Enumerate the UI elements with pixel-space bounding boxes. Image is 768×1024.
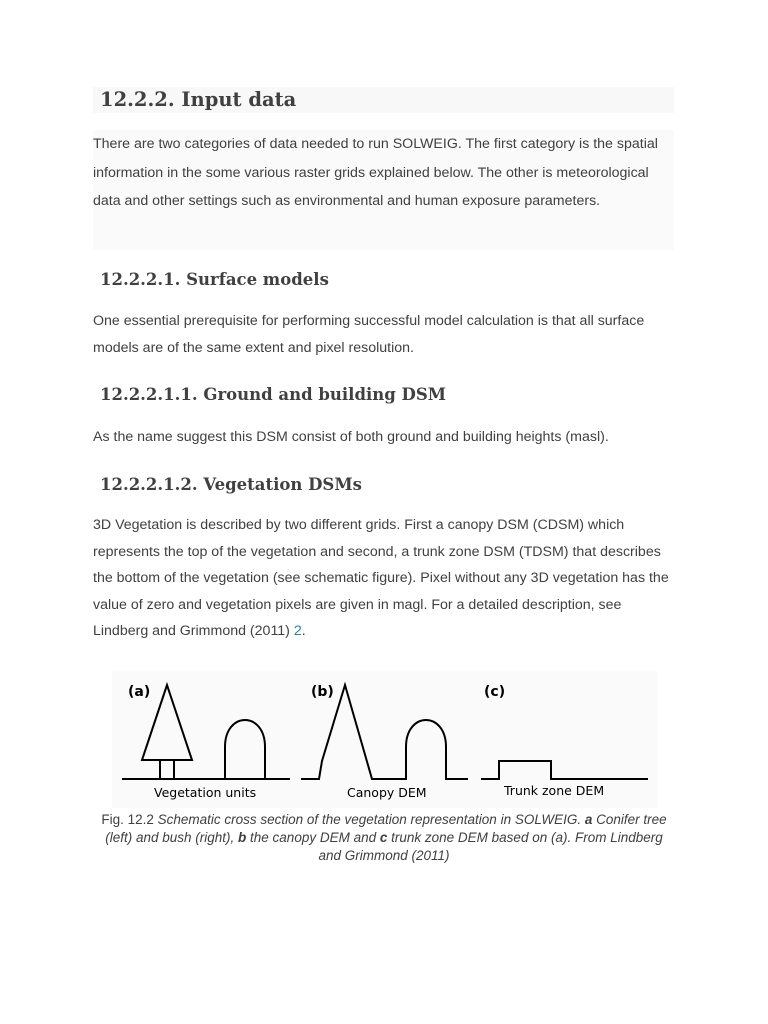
trunk-zone-dem-label: Trunk zone DEM <box>504 783 605 798</box>
caption-bold-c: c <box>379 830 388 845</box>
section-heading <box>93 87 674 113</box>
vegetation-dsm-paragraph <box>93 512 678 645</box>
caption-bold-a: a <box>584 812 593 827</box>
caption-number: Fig. 12.2 <box>101 812 158 827</box>
intro-paragraph: There are two categories of data needed to run SOLWEIG. The first category is the spatial information in the some various raster grids explained below. The other is meteorological data and other settings such as environmental and human exposure parameters. <box>93 136 658 209</box>
intro-block <box>93 130 674 250</box>
bush-outline <box>225 720 265 779</box>
canopy-dem-label: Canopy DEM <box>347 785 427 800</box>
vegetation-dsm-text-end: . <box>301 623 306 639</box>
figure-caption <box>100 811 668 865</box>
reference-link[interactable]: 2 <box>293 623 302 639</box>
caption-text-1: Schematic cross section of the vegetation representation in SOLWEIG. <box>157 812 585 827</box>
panel-c-label: (c) <box>484 684 506 700</box>
ground-dsm-heading: 12.2.2.1.1. Ground and building DSM <box>100 385 447 404</box>
trunk-zone-dem-profile <box>481 761 648 779</box>
ground-dsm-paragraph: As the name suggest this DSM consist of both ground and building heights (masl). <box>93 429 609 445</box>
panel-a-label: (a) <box>128 684 151 700</box>
vegetation-dsm-text: 3D Vegetation is described by two different grids. First a canopy DSM (CDSM) which represents the top of the vegetation and second, a trunk zone DSM (TDSM) that describes the bottom of the vegetation (see schematic figure). Pixel without any 3D vegetation has the value of zero and vegetation pixels are given in magl. For a detailed description, see Lindberg and Grimmond (2011) <box>93 517 669 639</box>
caption-text-4: trunk zone DEM based on (a). From Lindberg and Grimmond (2011) <box>318 830 663 863</box>
surface-models-paragraph: One essential prerequisite for performing successful model calculation is that all surface models are of the same extent and pixel resolution. <box>93 313 645 356</box>
panel-b-label: (b) <box>311 684 334 700</box>
vegetation-schematic-diagram <box>112 671 658 808</box>
caption-text-2: Conifer tree (left) and bush (right), <box>105 812 667 845</box>
section-title: 12.2.2. Input data <box>100 88 297 111</box>
vegetation-dsm-heading: 12.2.2.1.2. Vegetation DSMs <box>100 475 362 494</box>
surface-models-heading: 12.2.2.1. Surface models <box>100 270 329 289</box>
caption-bold-b: b <box>238 830 247 845</box>
caption-text-3: the canopy DEM and <box>246 830 380 845</box>
vegetation-schematic-figure <box>112 671 658 808</box>
vegetation-units-label: Vegetation units <box>154 785 257 800</box>
